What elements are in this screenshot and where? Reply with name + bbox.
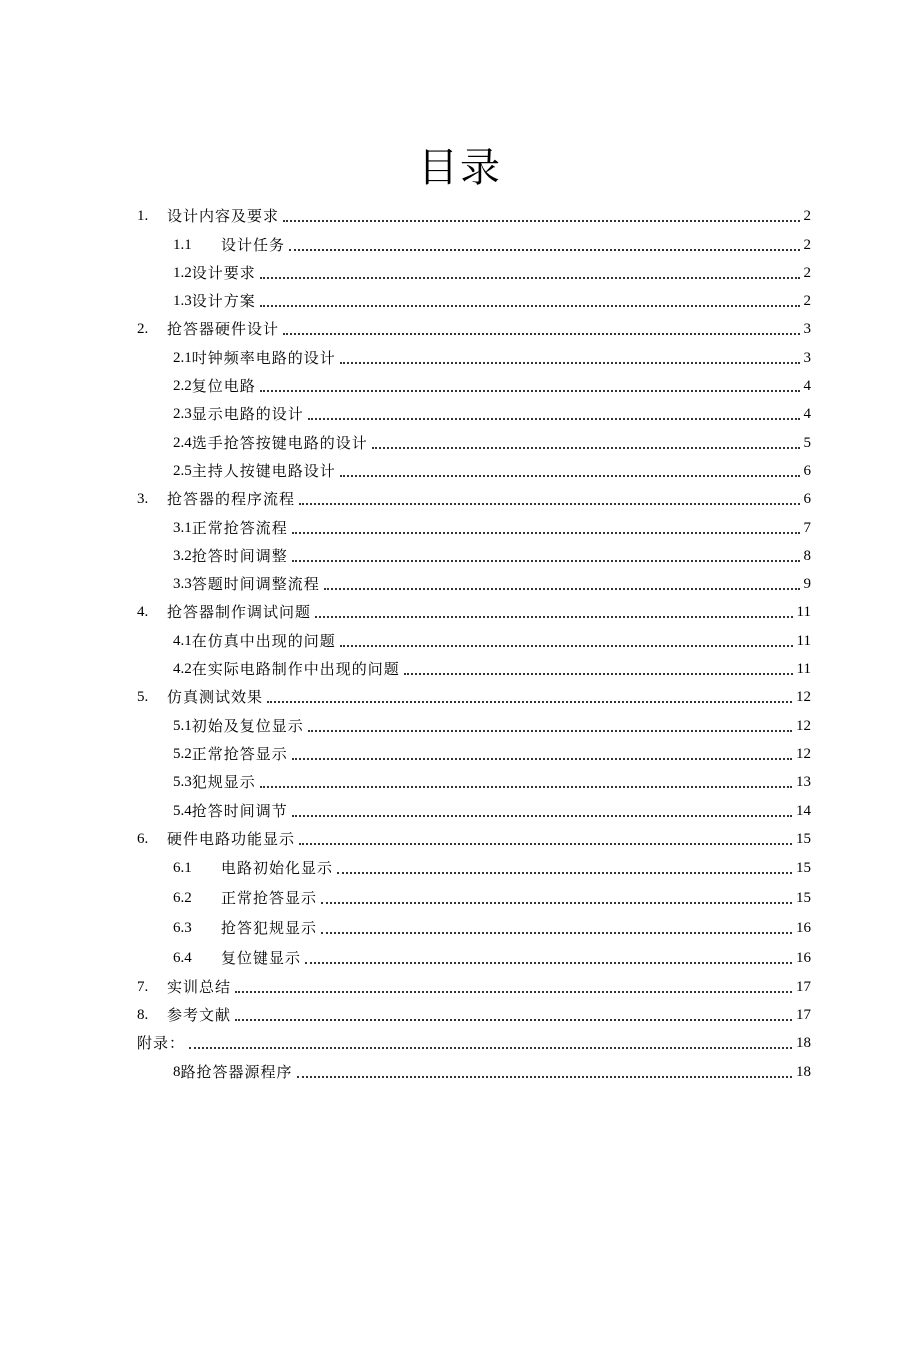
dot-leader xyxy=(260,304,800,307)
toc-entry-number: 5.2 xyxy=(173,745,192,762)
toc-entry[interactable] xyxy=(137,938,811,968)
toc-entry-label: 犯规显示 xyxy=(191,773,256,792)
toc-entry-number: 2. xyxy=(137,321,149,338)
toc-entry-page-number: 5 xyxy=(803,434,811,451)
toc-entry-number: 5. xyxy=(137,689,149,706)
dot-leader xyxy=(315,615,793,618)
dot-leader xyxy=(260,389,800,392)
dot-leader xyxy=(283,332,799,335)
toc-entry-label: 路抢答器源程序 xyxy=(180,1062,293,1081)
toc-entry-label: 抢答器制作调试问题 xyxy=(167,603,312,622)
toc-entry[interactable] xyxy=(137,594,811,622)
dot-leader xyxy=(308,417,800,420)
toc-entry-page-number: 9 xyxy=(803,576,811,593)
toc-entry-number: 5.4 xyxy=(173,802,192,819)
toc-entry-number: 5.1 xyxy=(173,717,192,734)
dot-leader xyxy=(308,729,792,732)
toc-entry[interactable] xyxy=(137,878,811,908)
toc-entry-page-number: 6 xyxy=(803,462,811,479)
toc-entry-label: 抢答时间调节 xyxy=(191,801,288,820)
dot-leader xyxy=(321,901,792,904)
toc-entry-page-number: 17 xyxy=(796,978,811,995)
toc-entry-label: 正常抢答显示 xyxy=(221,889,318,908)
toc-entry-number: 2.1 xyxy=(173,349,192,366)
toc-entry-number: 3.3 xyxy=(173,576,192,593)
toc-entry-number: 6.1 xyxy=(173,860,192,877)
toc-entry-number: 1.2 xyxy=(173,264,192,281)
toc-entry-label: 初始及复位显示 xyxy=(191,716,304,735)
toc-entry-number: 3. xyxy=(137,491,149,508)
toc-entry-number: 4.2 xyxy=(173,661,192,678)
toc-entry-label: 参考文献 xyxy=(167,1005,232,1024)
toc-entry-label: 仿真测试效果 xyxy=(167,688,264,707)
toc-entry-label: 选手抢答按键电路的设计 xyxy=(191,433,368,452)
toc-entry[interactable] xyxy=(137,651,811,679)
toc-entry[interactable] xyxy=(137,821,811,849)
toc-entry[interactable] xyxy=(137,198,811,226)
toc-entry-number: 6.2 xyxy=(173,890,192,907)
toc-entry-page-number: 18 xyxy=(796,1063,811,1080)
dot-leader xyxy=(340,474,800,477)
toc-entry-number: 2.2 xyxy=(173,378,192,395)
dot-leader xyxy=(299,842,792,845)
toc-entry-page-number: 15 xyxy=(796,860,811,877)
dot-leader xyxy=(297,1075,792,1078)
dot-leader xyxy=(292,531,800,534)
toc-entry[interactable] xyxy=(137,339,811,367)
toc-entry[interactable] xyxy=(137,481,811,509)
toc-entry-label: 抢答器的程序流程 xyxy=(167,490,296,509)
toc-entry[interactable] xyxy=(137,792,811,820)
toc-entry-label: 附录： xyxy=(137,1034,186,1053)
toc-entry[interactable] xyxy=(137,453,811,481)
toc-entry-label: 正常抢答显示 xyxy=(191,744,288,763)
toc-entry[interactable] xyxy=(137,283,811,311)
dot-leader xyxy=(292,559,800,562)
toc-entry-number: 2.5 xyxy=(173,462,192,479)
toc-entry[interactable] xyxy=(137,1025,811,1053)
toc-entry-page-number: 13 xyxy=(796,774,811,791)
toc-entry[interactable] xyxy=(137,538,811,566)
dot-leader xyxy=(321,931,792,934)
toc-entry-number: 8. xyxy=(137,1006,149,1023)
toc-entry[interactable] xyxy=(137,968,811,996)
toc-entry-label: 在仿真中出现的问题 xyxy=(191,631,336,650)
toc-entry-page-number: 14 xyxy=(796,802,811,819)
toc-entry-number: 6.3 xyxy=(173,920,192,937)
toc-entry[interactable] xyxy=(137,849,811,879)
toc-entry-label: 抢答犯规显示 xyxy=(221,919,318,938)
dot-leader xyxy=(289,248,799,251)
toc-entry-page-number: 4 xyxy=(803,378,811,395)
toc-entry-page-number: 2 xyxy=(803,264,811,281)
toc-entry-label: 设计内容及要求 xyxy=(167,207,280,226)
toc-entry-label: 设计要求 xyxy=(191,263,256,282)
toc-entry[interactable] xyxy=(137,396,811,424)
toc-entry-page-number: 8 xyxy=(803,547,811,564)
toc-entry-label: 电路初始化显示 xyxy=(221,859,334,878)
toc-entry-page-number: 3 xyxy=(803,349,811,366)
dot-leader xyxy=(340,644,793,647)
dot-leader xyxy=(305,961,792,964)
toc-entry-number: 7. xyxy=(137,978,149,995)
toc-entry-label: 设计方案 xyxy=(191,292,256,311)
toc-entry[interactable] xyxy=(137,764,811,792)
toc-entry[interactable] xyxy=(137,736,811,764)
toc-entry-label: 显示电路的设计 xyxy=(191,405,304,424)
toc-entry-page-number: 2 xyxy=(803,236,811,253)
toc-entry-page-number: 7 xyxy=(803,519,811,536)
toc-entry[interactable] xyxy=(137,255,811,283)
toc-entry-page-number: 12 xyxy=(796,745,811,762)
toc-entry-number: 2.4 xyxy=(173,434,192,451)
toc-entry-label: 在实际电路制作中出现的问题 xyxy=(191,660,400,679)
dot-leader xyxy=(337,871,792,874)
toc-entry-label: 硬件电路功能显示 xyxy=(167,829,296,848)
toc-entry-number: 5.3 xyxy=(173,774,192,791)
toc-entry[interactable] xyxy=(137,424,811,452)
dot-leader xyxy=(283,219,799,222)
dot-leader xyxy=(292,814,792,817)
toc-entry-number: 2.3 xyxy=(173,406,192,423)
toc-entry-page-number: 12 xyxy=(796,689,811,706)
toc-entry-number: 6.4 xyxy=(173,950,192,967)
dot-leader xyxy=(372,446,800,449)
toc-entry[interactable] xyxy=(137,226,811,254)
dot-leader xyxy=(189,1046,792,1049)
toc-entry-number: 4. xyxy=(137,604,149,621)
toc-entry-page-number: 16 xyxy=(796,920,811,937)
toc-entry-page-number: 3 xyxy=(803,321,811,338)
dot-leader xyxy=(340,361,800,364)
toc-entry-number: 8 xyxy=(173,1063,181,1080)
toc-entry-page-number: 11 xyxy=(796,604,811,621)
toc-entry-page-number: 15 xyxy=(796,890,811,907)
toc-entry-page-number: 16 xyxy=(796,950,811,967)
toc-entry-label: 抢答器硬件设计 xyxy=(167,320,280,339)
toc-entry-label: 复位电路 xyxy=(191,377,256,396)
page-title: 目录 xyxy=(418,145,502,191)
toc-entry-page-number: 2 xyxy=(803,293,811,310)
toc-entry[interactable] xyxy=(137,566,811,594)
toc-entry[interactable] xyxy=(137,1053,811,1081)
toc-entry-number: 6. xyxy=(137,830,149,847)
dot-leader xyxy=(260,785,792,788)
toc-entry-page-number: 12 xyxy=(796,717,811,734)
dot-leader xyxy=(324,587,800,590)
toc-entry-label: 实训总结 xyxy=(167,977,232,996)
dot-leader xyxy=(260,276,800,279)
toc-entry[interactable] xyxy=(137,707,811,735)
toc-entry-page-number: 11 xyxy=(796,632,811,649)
dot-leader xyxy=(299,502,799,505)
toc-entry-label: 设计任务 xyxy=(221,235,286,254)
toc-entry-number: 3.2 xyxy=(173,547,192,564)
toc-entry[interactable] xyxy=(137,997,811,1025)
dot-leader xyxy=(404,672,793,675)
toc-entry[interactable] xyxy=(137,622,811,650)
toc-entry[interactable] xyxy=(137,311,811,339)
toc-entry-page-number: 18 xyxy=(796,1035,811,1052)
toc-entry-label: 复位键显示 xyxy=(221,949,302,968)
toc-entry-label: 吋钟频率电路的设计 xyxy=(191,348,336,367)
toc-entry-label: 抢答时间调整 xyxy=(191,546,288,565)
toc-entry-number: 4.1 xyxy=(173,632,192,649)
dot-leader xyxy=(292,757,792,760)
toc-entry-number: 3.1 xyxy=(173,519,192,536)
toc-entry[interactable] xyxy=(137,908,811,938)
toc-entry-label: 正常抢答流程 xyxy=(191,518,288,537)
toc-entry-page-number: 17 xyxy=(796,1006,811,1023)
dot-leader xyxy=(267,700,792,703)
toc-entry-page-number: 11 xyxy=(796,661,811,678)
toc-entry[interactable] xyxy=(137,679,811,707)
toc-entry-page-number: 15 xyxy=(796,830,811,847)
dot-leader xyxy=(235,1018,792,1021)
toc-entry-number: 1.1 xyxy=(173,236,192,253)
toc-entry[interactable] xyxy=(137,368,811,396)
toc-entry-page-number: 4 xyxy=(803,406,811,423)
toc-entry-label: 答题时间调整流程 xyxy=(191,575,320,594)
toc-entry-page-number: 6 xyxy=(803,491,811,508)
toc-entry-number: 1.3 xyxy=(173,293,192,310)
dot-leader xyxy=(235,990,792,993)
toc-entry-number: 1. xyxy=(137,208,149,225)
toc-entry-page-number: 2 xyxy=(803,208,811,225)
toc-entry[interactable] xyxy=(137,509,811,537)
toc-entry-label: 主持人按键电路设计 xyxy=(191,461,336,480)
table-of-contents xyxy=(137,198,811,1082)
